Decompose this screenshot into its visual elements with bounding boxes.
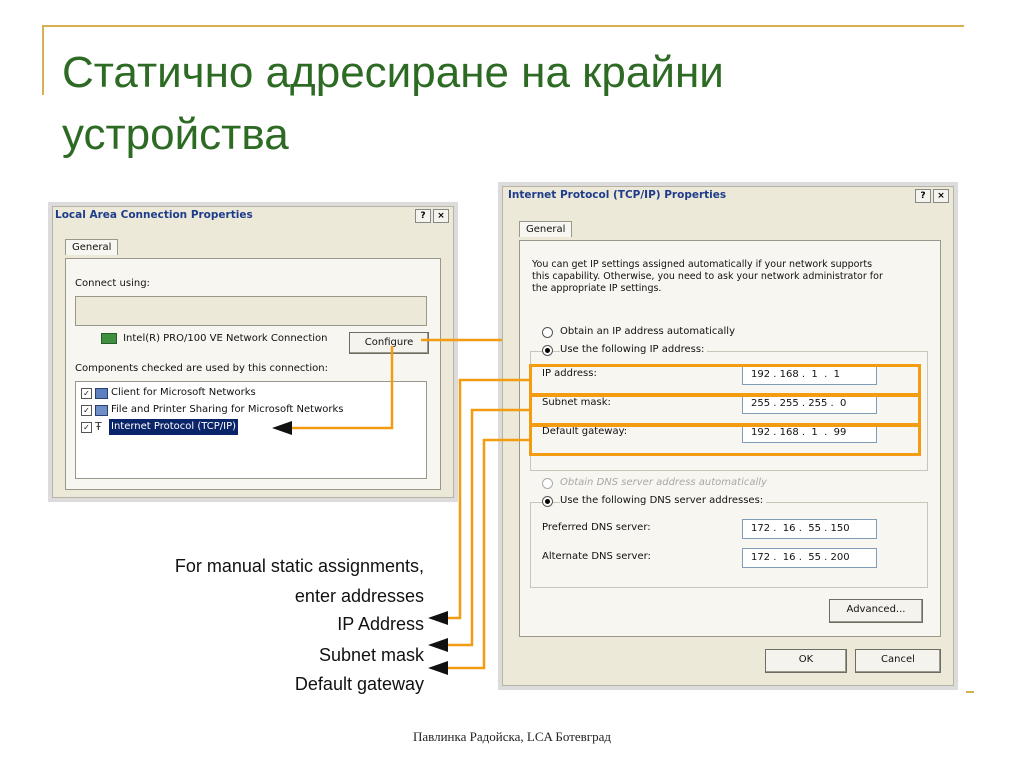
component-label: Client for Microsoft Networks (111, 387, 256, 398)
ip-address-label: IP address: (542, 368, 597, 379)
slide-title-line-2: устройства (62, 110, 289, 159)
tab-general[interactable]: General (519, 221, 572, 237)
checkbox[interactable]: ✓ (81, 422, 92, 433)
advanced-button[interactable]: Advanced... (829, 599, 923, 623)
ip-arrow (428, 611, 448, 625)
subnet-mask-highlight (529, 394, 921, 426)
description-line-3: the appropriate IP settings. (532, 283, 662, 294)
radio-auto-dns-label: Obtain DNS server address automatically (560, 477, 767, 488)
subnet-mask-label: Subnet mask: (542, 397, 611, 408)
default-gateway-input[interactable]: 192 . 168 . 1 . 99 (742, 423, 877, 443)
close-button[interactable]: × (933, 189, 949, 203)
accent-line-left (42, 25, 44, 95)
connect-using-label: Connect using: (75, 278, 150, 289)
radio-manual-ip[interactable] (542, 345, 553, 356)
list-item[interactable] (81, 385, 381, 401)
gateway-arrow (428, 661, 448, 675)
list-item[interactable] (81, 419, 381, 435)
annotation-manual-static: For manual static assignments, (174, 556, 424, 576)
subnet-mask-input[interactable]: 255 . 255 . 255 . 0 (742, 394, 877, 414)
help-button[interactable]: ? (915, 189, 931, 203)
component-label-selected: Internet Protocol (TCP/IP) (109, 419, 238, 435)
network-adapter-icon (101, 333, 117, 344)
annotation-default-gateway: Default gateway (294, 674, 424, 694)
annotation-subnet-mask: Subnet mask (318, 645, 424, 665)
default-gateway-highlight (529, 424, 921, 456)
annotation-ip-address: IP Address (337, 614, 424, 634)
preferred-dns-label: Preferred DNS server: (542, 522, 651, 533)
radio-auto-ip[interactable] (542, 327, 553, 338)
checkbox[interactable]: ✓ (81, 388, 92, 399)
close-button[interactable]: × (433, 209, 449, 223)
protocol-icon: Ŧ (95, 420, 102, 433)
radio-auto-ip-label: Obtain an IP address automatically (560, 326, 736, 337)
lan-properties-dialog (52, 206, 454, 498)
accent-line-top (42, 25, 964, 27)
adapter-name: Intel(R) PRO/100 VE Network Connection (123, 333, 328, 344)
lan-general-panel (65, 258, 441, 490)
slide-title-line-1: Статично адресиране на крайни (62, 48, 724, 97)
slide-title (62, 42, 962, 166)
list-item[interactable] (81, 402, 381, 418)
accent-dash (966, 691, 974, 693)
description-line-1: You can get IP settings assigned automatically if your network supports (532, 259, 873, 270)
preferred-dns-input[interactable]: 172 . 16 . 55 . 150 (742, 519, 877, 539)
ip-address-input[interactable]: 192 . 168 . 1 . 1 (742, 365, 877, 385)
cancel-button[interactable]: Cancel (855, 649, 941, 673)
radio-manual-dns-label: Use the following DNS server addresses: (560, 495, 766, 506)
components-list (75, 381, 427, 479)
radio-manual-ip-label: Use the following IP address: (560, 344, 707, 355)
alternate-dns-input[interactable]: 172 . 16 . 55 . 200 (742, 548, 877, 568)
components-label: Components checked are used by this connection: (75, 363, 328, 374)
lan-dialog-title: Local Area Connection Properties (55, 209, 253, 221)
ip-address-highlight (529, 364, 921, 396)
tcpip-dialog-title: Internet Protocol (TCP/IP) Properties (508, 189, 727, 201)
annotation-enter-addresses: enter addresses (294, 586, 424, 606)
description-line-2: this capability. Otherwise, you need to ask your network administrator for (532, 271, 883, 282)
alternate-dns-label: Alternate DNS server: (542, 551, 651, 562)
dns-group-box (530, 502, 928, 588)
configure-button[interactable]: Configure (349, 332, 429, 354)
component-label: File and Printer Sharing for Microsoft Networks (111, 404, 344, 415)
network-client-icon (95, 388, 108, 399)
radio-auto-dns[interactable] (542, 478, 553, 489)
radio-manual-dns[interactable] (542, 496, 553, 507)
ok-button[interactable]: OK (765, 649, 847, 673)
tab-general[interactable]: General (65, 239, 118, 255)
printer-sharing-icon (95, 405, 108, 416)
checkbox[interactable]: ✓ (81, 405, 92, 416)
lan-titlebar (53, 207, 453, 225)
subnet-arrow (428, 638, 448, 652)
help-button[interactable]: ? (415, 209, 431, 223)
tcpip-titlebar (503, 187, 953, 205)
default-gateway-label: Default gateway: (542, 426, 628, 437)
slide-footer: Павлинка Радойска, LCA Ботевград (412, 729, 612, 744)
